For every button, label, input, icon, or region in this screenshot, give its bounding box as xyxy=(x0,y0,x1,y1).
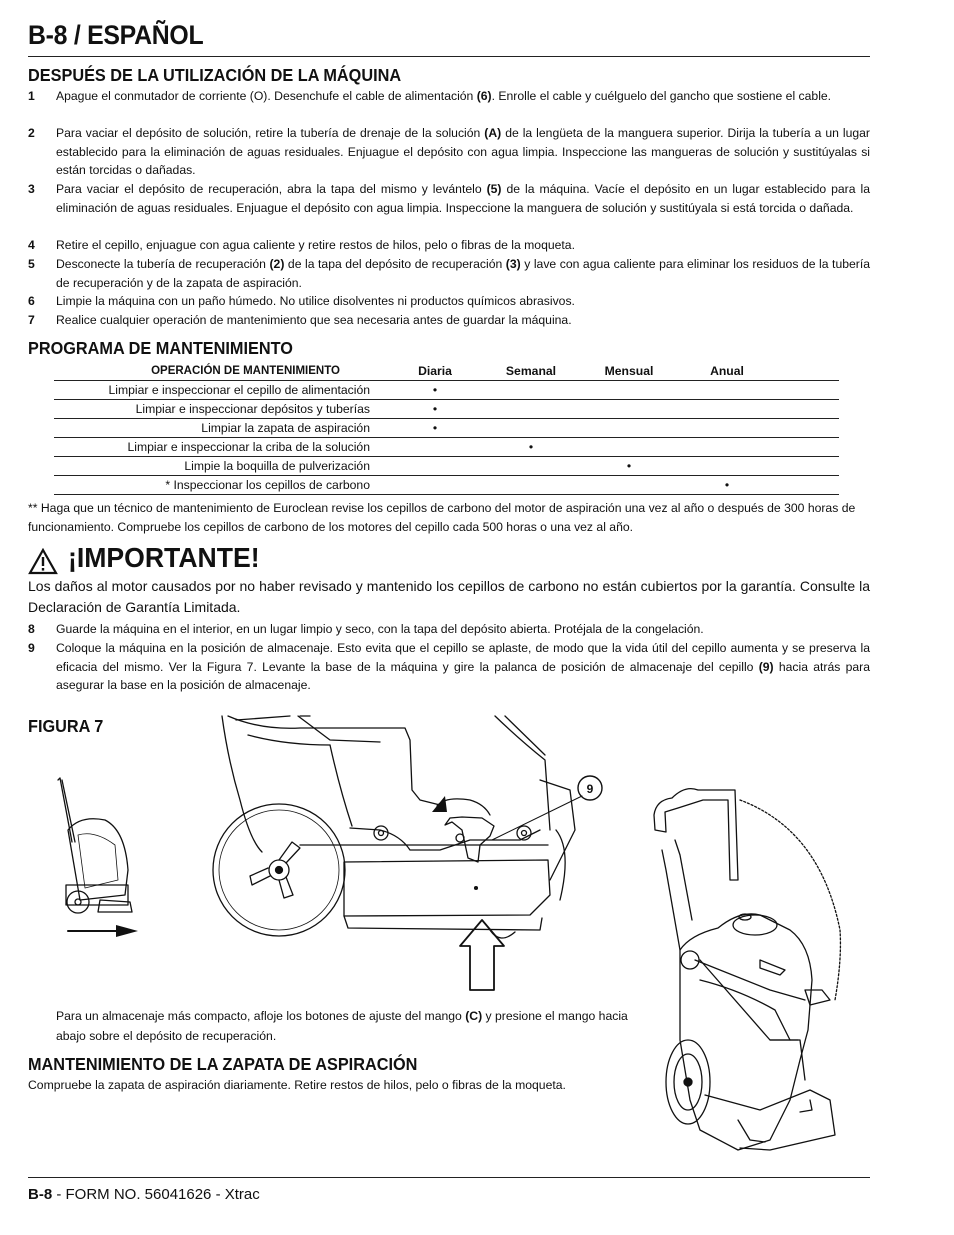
step-text: Para vaciar el depósito de recuperación, abra la tapa del mismo y levántelo (5) de la máquina. Vacíe el depósito en un lugar establecido para la eliminación de aguas residuales. Enjuague el depósito con agua limpia. Inspeccione la manguera de solución y sustitúyala si está torcida o dañada. xyxy=(56,182,870,215)
schedule-mark: • xyxy=(482,438,580,457)
column-header-operation: OPERACIÓN DE MANTENIMIENTO xyxy=(54,362,388,381)
important-title: ¡IMPORTANTE! xyxy=(68,542,260,573)
after-use-step-5 xyxy=(28,255,870,292)
column-header-monthly: Mensual xyxy=(580,362,678,381)
after-use-step-2 xyxy=(28,124,870,180)
table-row xyxy=(54,476,839,495)
step-number: 5 xyxy=(28,257,35,271)
maintenance-operation: Limpiar e inspeccionar el cepillo de alimentación xyxy=(54,381,388,400)
after-use-step-7 xyxy=(28,311,870,330)
footer-page: B-8 xyxy=(28,1186,53,1203)
step-number: 7 xyxy=(28,313,35,327)
maintenance-operation: Limpie la boquilla de pulverización xyxy=(54,457,388,476)
vacuum-shoe-text: Compruebe la zapata de aspiración diariamente. Retire restos de hilos, pelo o fibras de la moqueta. xyxy=(28,1078,566,1092)
maintenance-operation: Limpiar la zapata de aspiración xyxy=(54,419,388,438)
schedule-mark: • xyxy=(678,476,776,495)
step-text: Limpie la máquina con un paño húmedo. No utilice disolventes ni productos químicos abrasivos. xyxy=(56,294,575,308)
after-use-step-3 xyxy=(28,180,870,217)
maintenance-operation: Limpiar e inspeccionar la criba de la solución xyxy=(54,438,388,457)
upright-machine-drawing xyxy=(654,789,840,1150)
section-heading-after-use: DESPUÉS DE LA UTILIZACIÓN DE LA MÁQUINA xyxy=(28,65,402,85)
step-text: Guarde la máquina en el interior, en un lugar limpio y seco, con la tapa del depósito abierta. Protéjala de la congelación. xyxy=(56,622,704,636)
after-use-step-4 xyxy=(28,236,870,255)
footer-rule xyxy=(28,1177,870,1178)
step-number: 8 xyxy=(28,622,35,636)
carbon-brush-footnote: ** Haga que un técnico de mantenimiento de Euroclean revise los cepillos de carbono del motor de aspiración una vez al año o después de 300 horas de funcionamiento. Compruebe los cepillos de carbono de los motores del cepillo cada 500 horas o una vez al año. xyxy=(28,501,856,534)
step-text: Para vaciar el depósito de solución, retire la tubería de drenaje de la solución (A) de la lengüeta de la manguera superior. Dirija la tubería a un lugar establecido para la eliminación de aguas residuales. Enjuague el depósito con agua limpia. Inspeccione las mangueras de solución y sustitúyalas si están torcidas o dañadas. xyxy=(56,126,870,178)
step-text: Desconecte la tubería de recuperación (2) de la tapa del depósito de recuperación (3) y lave con agua caliente para eliminar los residuos de la tubería de recuperación y de la zapata de aspiración. xyxy=(56,257,871,290)
figure-caption: Para un almacenaje más compacto, afloje los botones de ajuste del mango (C) y presione el mango hacia abajo sobre el depósito de recuperación. xyxy=(56,1009,628,1043)
table-row xyxy=(54,381,839,400)
section-heading-maintenance-schedule: PROGRAMA DE MANTENIMIENTO xyxy=(28,338,293,358)
step-number: 9 xyxy=(28,641,35,655)
warranty-text: Los daños al motor causados por no haber revisado y mantenido los cepillos de carbono no están cubiertos por la garantía. Consulte la Declaración de Garantía Limitada. xyxy=(28,578,870,615)
figure-label: FIGURA 7 xyxy=(28,716,104,736)
step-number: 3 xyxy=(28,182,35,196)
maintenance-schedule-table xyxy=(54,362,839,495)
column-header-weekly: Semanal xyxy=(482,362,580,381)
step-text: Apague el conmutador de corriente (O). Desenchufe el cable de alimentación (6). Enrolle el cable y cuélguelo del gancho que sostiene el cable. xyxy=(56,89,832,103)
table-row xyxy=(54,419,839,438)
footer xyxy=(28,1186,260,1203)
callout-9: 9 xyxy=(586,782,594,796)
schedule-mark: • xyxy=(388,381,482,400)
table-row xyxy=(54,457,839,476)
table-row xyxy=(54,438,839,457)
step-number: 4 xyxy=(28,238,35,252)
table-row xyxy=(54,400,839,419)
step-text: Retire el cepillo, enjuague con agua caliente y retire restos de hilos, pelo o fibras de la moqueta. xyxy=(56,238,575,252)
header-rule xyxy=(28,56,870,57)
maintenance-operation: * Inspeccionar los cepillos de carbono xyxy=(54,476,388,495)
movement-arrow xyxy=(68,925,138,937)
schedule-mark: • xyxy=(580,457,678,476)
step-number: 2 xyxy=(28,126,35,140)
after-use-step-1 xyxy=(28,87,870,106)
step-text: Realice cualquier operación de mantenimiento que sea necesaria antes de guardar la máquina. xyxy=(56,313,572,327)
maintenance-operation: Limpiar e inspeccionar depósitos y tuberías xyxy=(54,400,388,419)
step-number: 6 xyxy=(28,294,35,308)
column-header-annual: Anual xyxy=(678,362,776,381)
schedule-mark: • xyxy=(388,400,482,419)
after-use-step-6 xyxy=(28,292,870,311)
page-title: B-8 / ESPAÑOL xyxy=(28,20,204,50)
machine-base-detail xyxy=(213,716,602,990)
section-heading-vacuum-shoe: MANTENIMIENTO DE LA ZAPATA DE ASPIRACIÓN xyxy=(28,1054,418,1074)
footer-form: - FORM NO. 56041626 - Xtrac xyxy=(52,1186,260,1203)
small-machine-icon xyxy=(58,778,132,913)
warning-icon xyxy=(28,548,58,575)
schedule-mark: • xyxy=(388,419,482,438)
step-text: Coloque la máquina en la posición de almacenaje. Esto evita que el cepillo se aplaste, de modo que la vida útil del cepillo aumenta y se preserva la eficacia del mismo. Ver la Figura 7. Levante la base de la máquina y gire la palanca de posición de almacenaje del cepillo (9) hacia atrás para asegurar la base en la posición de almacenaje. xyxy=(56,641,870,693)
column-header-daily: Diaria xyxy=(388,362,482,381)
storage-step-8 xyxy=(28,620,870,639)
storage-step-9 xyxy=(28,639,870,695)
step-number: 1 xyxy=(28,89,35,103)
